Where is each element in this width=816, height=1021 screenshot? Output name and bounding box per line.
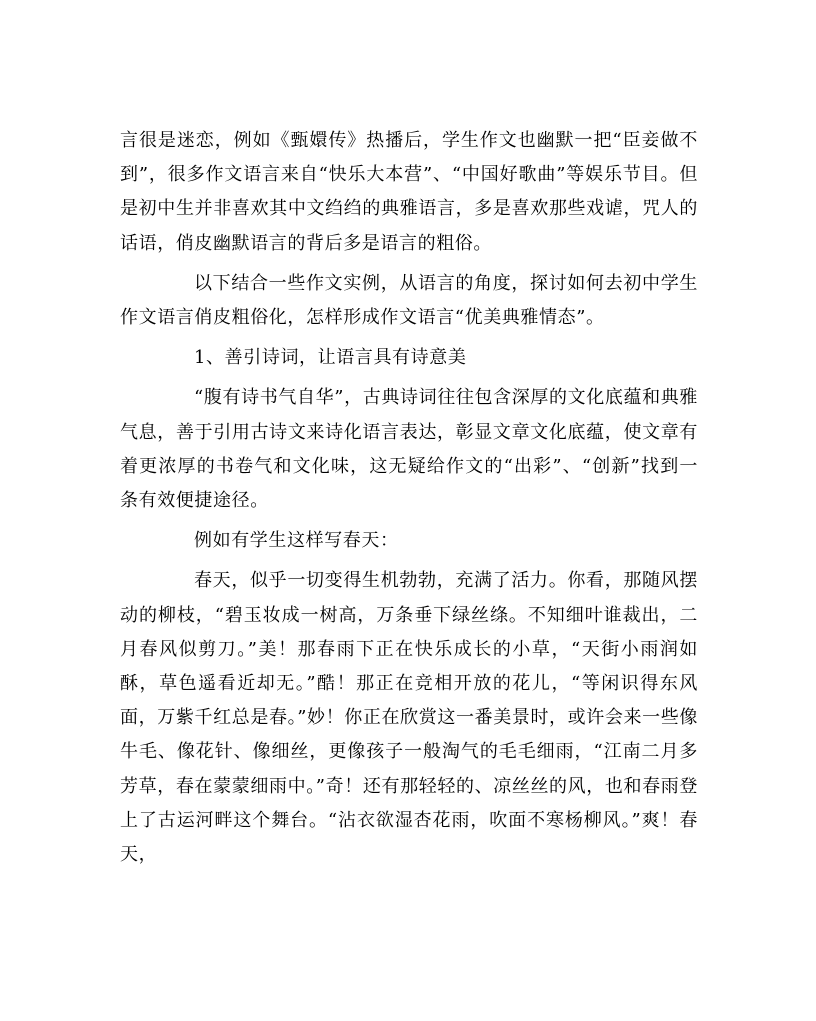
paragraph-continued: 言很是迷恋，例如《甄嬛传》热播后，学生作文也幽默一把“臣妾做不到”，很多作文语言来自“快乐大本营”、“中国好歌曲”等娱乐节目。但是初中生并非喜欢其中文绉绉的典雅语言，多是喜欢那些戏谑，咒人的话语，俏皮幽默语言的背后多是语言的粗俗。 [120, 130, 698, 254]
document-body [120, 124, 698, 872]
paragraph-example: 春天，似乎一切变得生机勃勃，充满了活力。你看，那随风摆动的柳枝，“碧玉妆成一树高，万条垂下绿丝绦。不知细叶谁裁出，二月春风似剪刀。”美！那春雨下正在快乐成长的小草，“天街小雨润如酥，草色遥看近却无。”酷！那正在竞相开放的花儿，“等闲识得东风面，万紫千红总是春。”妙！你正在欣赏这一番美景时，或许会来一些像牛毛、像花针、像细丝，更像孩子一般淘气的毛毛细雨，“江南二月多芳草，春在蒙蒙细雨中。”奇！还有那轻轻的、凉丝丝的风，也和春雨登上了古运河畔这个舞台。“沾衣欲湿杏花雨，吹面不寒杨柳风。”爽！春天， [120, 570, 698, 866]
section-heading: 1、善引诗词，让语言具有诗意美 [194, 347, 467, 369]
paragraph-poetry: “腹有诗书气自华”，古典诗词往往包含深厚的文化底蕴和典雅气息，善于引用古诗文来诗化语言表达，彰显文章文化底蕴，使文章有着更浓厚的书卷气和文化味，这无疑给作文的“出彩”、“创新”找到一条有效便捷途径。 [120, 387, 698, 512]
paragraph-example-intro: 例如有学生这样写春天： [194, 530, 399, 552]
paragraph-intro: 以下结合一些作文实例，从语言的角度，探讨如何去初中学生作文语言俏皮粗俗化，怎样形成作文语言“优美典雅情态”。 [120, 272, 698, 329]
